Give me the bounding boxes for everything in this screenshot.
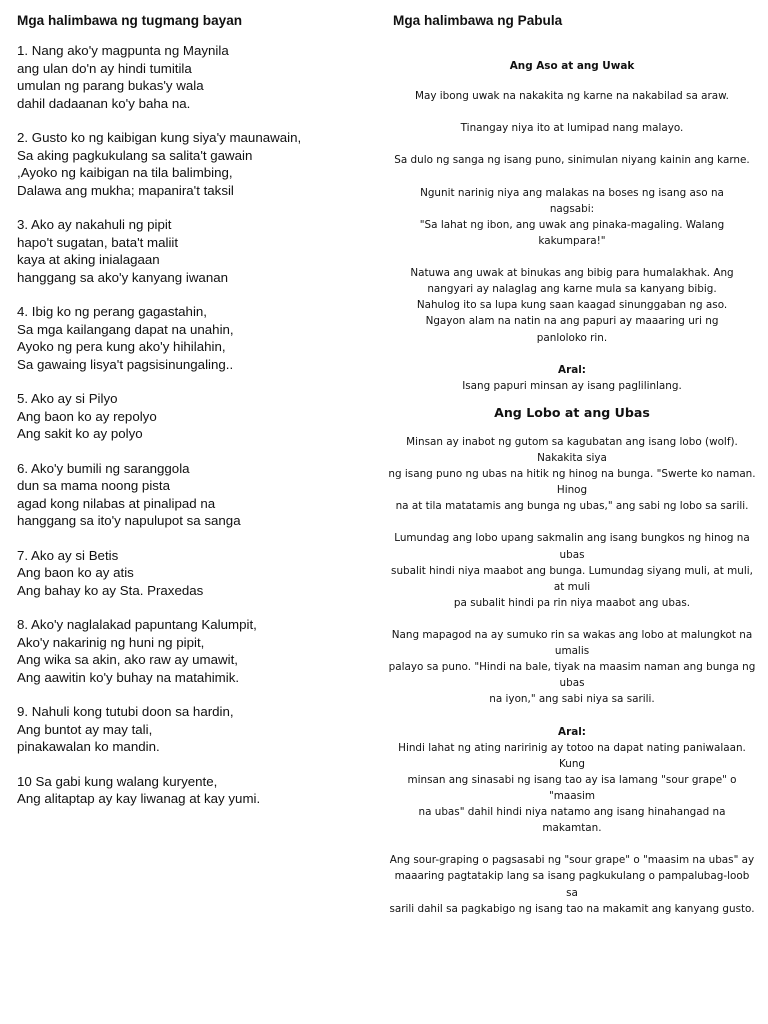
stanza-line: hanggang sa ako'y kanyang iwanan — [17, 269, 229, 285]
fable-paragraph: May ibong uwak na nakakita ng karne na nakabilad sa araw. — [415, 90, 729, 103]
stanza-line: 5. Ako ay si Pilyo — [17, 391, 118, 406]
stanza-line: Sa gawaing lisya't pagsisinungaling.. — [17, 356, 234, 372]
stanza-line: Ayoko ng pera kung ako'y hihilahin, — [17, 339, 226, 354]
stanza-2 — [17, 129, 372, 199]
stanza-line: Ako'y nakarinig ng huni ng pipit, — [17, 634, 205, 650]
stanza-line: Ang bahay ko ay Sta. Praxedas — [17, 582, 204, 598]
stanza-line: Ang sakit ko ay polyo — [17, 426, 143, 441]
stanza-line: Ang baon ko ay atis — [17, 565, 134, 580]
stanza-line: ,Ayoko ng kaibigan na tila balimbing, — [17, 165, 233, 180]
stanza-5 — [17, 390, 372, 443]
stanza-line: umulan ng parang bukas'y wala — [17, 78, 204, 93]
aral-text: Isang papuri minsan ay isang paglilinlang. — [462, 379, 682, 392]
stanza-line: 3. Ako ay nakahuli ng pipit — [17, 217, 172, 232]
stanza-7 — [17, 547, 372, 600]
stanza-line: Dalawa ang mukha; mapanira't taksil — [17, 182, 234, 198]
stanza-line: 7. Ako ay si Betis — [17, 547, 119, 563]
stanza-line: dun sa mama noong pista — [17, 478, 171, 493]
fable-paragraph: Natuwa ang uwak at binukas ang bibig para humalakhak. Ang nangyari ay nalaglag ang karne mula sa kanyang bibig. Nahulog ito sa lupa kung saan kaagad sinunggaban ng aso. Ngayon alam na natin na ang papuri ay maaaring uri ng panloloko rin. — [410, 267, 734, 344]
fable-paragraph: Minsan ay inabot ng gutom sa kagubatan ang isang lobo (wolf). Nakakita siya — [406, 435, 738, 464]
stanza-line: dahil dadaanan ko'y baha na. — [17, 95, 191, 111]
fable-title: Ang Lobo at ang Ubas — [494, 404, 650, 420]
stanza-line: 6. Ako'y bumili ng saranggola — [17, 460, 190, 476]
stanza-line: hanggang sa ito'y napulupot sa sanga — [17, 513, 241, 528]
aral-text: Hindi lahat ng ating naririnig ay totoo na dapat nating paniwalaan. Kung — [398, 741, 746, 770]
fable-paragraph: maaaring pagtatakip lang sa isang pagkukulang o pampalubag-loob sa — [394, 870, 750, 899]
stanza-line: hapo't sugatan, bata't maliit — [17, 234, 179, 250]
fable-aso-at-uwak — [388, 58, 756, 394]
stanza-line: Ang alitaptap ay kay liwanag at kay yumi. — [17, 791, 261, 806]
aral-label: Aral: — [558, 363, 586, 376]
aral-text: na ubas" dahil hindi niya natamo ang isang hinahangad na makamtan. — [418, 806, 726, 835]
fable-paragraph: Lumundag ang lobo upang sakmalin ang isang bungkos ng hinog na ubas — [394, 532, 750, 561]
tugmang-bayan-column — [17, 12, 372, 825]
stanza-10 — [17, 773, 372, 808]
stanza-3 — [17, 216, 372, 286]
fable-paragraph: ng isang puno ng ubas na hitik ng hinog na bunga. "Swerte ko naman. Hinog — [388, 468, 756, 497]
stanza-4 — [17, 303, 372, 373]
pabula-column — [388, 12, 756, 917]
stanza-line: agad kong nilabas at pinalipad na — [17, 495, 216, 511]
stanza-line: Ang aawitin ko'y buhay na matahimik. — [17, 669, 240, 685]
aral-label: Aral: — [558, 725, 586, 738]
fable-paragraph: sarili dahil sa pagkabigo ng isang tao na makamit ang kanyang gusto. — [389, 902, 755, 915]
stanza-line: 2. Gusto ko ng kaibigan kung siya'y maunawain, — [17, 130, 302, 145]
fable-paragraph: na at tila matatamis ang bunga ng ubas," ang sabi ng lobo sa sarili. — [395, 500, 749, 513]
stanza-line: 1. Nang ako'y magpunta ng Maynila — [17, 43, 229, 58]
tugmang-bayan-heading: Mga halimbawa ng tugmang bayan — [17, 13, 243, 28]
stanza-1 — [17, 42, 372, 112]
fable-paragraph: Nang mapagod na ay sumuko rin sa wakas ang lobo at malungkot na umalis — [391, 629, 753, 658]
fable-paragraph: Tinangay niya ito at lumipad nang malayo. — [460, 122, 684, 135]
stanza-line: Ang buntot ay may tali, — [17, 721, 153, 737]
stanza-line: kaya at aking inialagaan — [17, 252, 160, 267]
stanza-line: Sa aking pagkukulang sa salita't gawain — [17, 147, 253, 163]
pabula-heading: Mga halimbawa ng Pabula — [393, 13, 563, 28]
fable-paragraph: Sa dulo ng sanga ng isang puno, sinimulan niyang kainin ang karne. — [394, 154, 750, 167]
fable-paragraph: Ngunit narinig niya ang malakas na boses ng isang aso na nagsabi: — [420, 186, 724, 215]
stanza-line: 4. Ibig ko ng perang gagastahin, — [17, 304, 207, 319]
fable-paragraph: subalit hindi niya maabot ang bunga. Lumundag siyang muli, at muli, at muli — [391, 564, 753, 593]
stanza-line: 10 Sa gabi kung walang kuryente, — [17, 773, 218, 789]
stanza-line: ang ulan do'n ay hindi tumitila — [17, 60, 192, 76]
aral-text: minsan ang sinasabi ng isang tao ay isa lamang "sour grape" o "maasim — [407, 773, 737, 802]
stanza-line: 8. Ako'y naglalakad papuntang Kalumpit, — [17, 617, 257, 632]
stanza-line: pinakawalan ko mandin. — [17, 739, 160, 754]
stanza-6 — [17, 460, 372, 530]
stanza-line: Ang wika sa akin, ako raw ay umawit, — [17, 652, 238, 667]
stanza-line: Sa mga kailangang dapat na unahin, — [17, 321, 234, 337]
stanza-9 — [17, 703, 372, 756]
fable-paragraph: Ang sour-graping o pagsasabi ng "sour grape" o "maasim na ubas" ay — [389, 854, 755, 867]
fable-paragraph: palayo sa puno. "Hindi na bale, tiyak na maasim naman ang bunga ng ubas — [388, 661, 756, 690]
fable-paragraph: pa subalit hindi pa rin niya maabot ang ubas. — [453, 596, 691, 609]
stanza-8 — [17, 616, 372, 686]
fable-quote: "Sa lahat ng ibon, ang uwak ang pinaka-magaling. Walang kakumpara!" — [419, 218, 725, 247]
fable-paragraph: na iyon," ang sabi niya sa sarili. — [489, 693, 655, 706]
stanza-line: 9. Nahuli kong tutubi doon sa hardin, — [17, 704, 234, 719]
fable-lobo-at-ubas — [388, 404, 756, 917]
stanza-line: Ang baon ko ay repolyo — [17, 408, 157, 424]
fable-title: Ang Aso at ang Uwak — [509, 60, 635, 72]
